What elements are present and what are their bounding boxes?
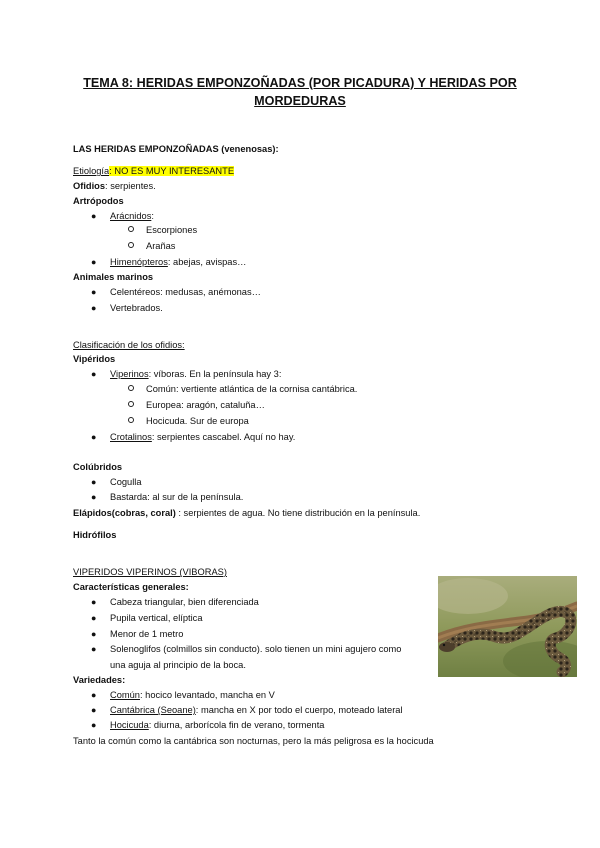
variedades-line: Variedades: [73,675,126,685]
viperinos-text: : víboras. En la península hay 3: [148,369,282,379]
bullet-icon: ● [91,211,97,221]
v-comun-text: : hocico levantado, mancha en V [139,690,275,700]
aracnidos-label: Arácnidos [110,211,152,221]
viperidos-label: Vipéridos [73,354,116,364]
aranas-item: Arañas [146,241,176,251]
elapidos-text: : serpientes de agua. No tiene distribución en la península. [175,508,421,518]
bullet-icon: ● [91,303,97,313]
v-cantabrica-text: : mancha en X por todo el cuerpo, moteado lateral [195,705,403,715]
hocicuda-item: Hocicuda. Sur de europa [146,416,249,426]
circle-bullet-icon [128,417,134,423]
bullet-icon: ● [91,492,97,502]
viperidos-viperinos-heading: VIPERIDOS VIPERINOS (VIBORAS) [73,567,227,577]
solenoglifos-item-1: Solenoglifos (colmillos sin conducto). solo tienen un mini agujero como [110,644,402,654]
aracnidos-colon: : [151,211,154,221]
vertebrados-item: Vertebrados. [110,303,163,313]
crotalinos-label: Crotalinos [110,432,152,442]
solenoglifos-item-2: una aguja al principio de la boca. [110,660,246,670]
crotalinos-line [110,431,295,444]
viperinos-label: Viperinos [110,369,149,379]
v-comun-line [110,689,275,702]
bullet-icon: ● [91,629,97,639]
bullet-icon: ● [91,287,97,297]
variedades-label: Variedades [73,675,123,685]
ofidios-label: Ofidios [73,181,106,191]
escorpiones-item: Escorpiones [146,225,198,235]
elapidos-line [73,507,420,520]
cogulla-item: Cogulla [110,477,142,487]
crotalinos-text: : serpientes cascabel. Aquí no hay. [151,432,296,442]
artropodos-label: Artrópodos [73,196,124,206]
v-hocicuda-text: : diurna, arborícola fin de verano, tormenta [148,720,325,730]
page-title: TEMA 8: HERIDAS EMPONZOÑADAS (POR PICADURA) Y HERIDAS POR MORDEDURAS [83,76,517,108]
elapidos-label: Elápidos(cobras, coral) [73,508,176,518]
bullet-icon: ● [91,432,97,442]
bullet-icon: ● [91,477,97,487]
etiologia-label: Etiología [73,166,110,176]
comun-item: Común: vertiente atlántica de la cornisa cantábrica. [146,384,358,394]
circle-bullet-icon [128,226,134,232]
v-hocicuda-label: Hocicuda [110,720,149,730]
bullet-icon: ● [91,705,97,715]
viper-snake-photo [438,576,577,677]
final-note: Tanto la común como la cantábrica son nocturnas, pero la más peligrosa es la hocicuda [73,736,434,746]
hidrofilos-label: Hidrófilos [73,530,117,540]
menor-item: Menor de 1 metro [110,629,184,639]
clasificacion-heading: Clasificación de los ofidios: [73,340,185,350]
v-cantabrica-label: Cantábrica (Seoane) [110,705,196,715]
etiologia-line [73,165,234,178]
bullet-icon: ● [91,690,97,700]
himenopteros-label: Himenópteros [110,257,168,267]
bastarda-item: Bastarda: al sur de la península. [110,492,244,502]
circle-bullet-icon [128,242,134,248]
v-cantabrica-line [110,704,403,717]
bullet-icon: ● [91,613,97,623]
bullet-icon: ● [91,369,97,379]
bullet-icon: ● [91,720,97,730]
himenopteros-line [110,256,246,269]
caracteristicas-line: Características generales: [73,582,189,592]
pupila-item: Pupila vertical, elíptica [110,613,203,623]
caracteristicas-label: Características generales [73,582,186,592]
bullet-icon: ● [91,597,97,607]
section-heading-emponzonadas: LAS HERIDAS EMPONZOÑADAS (venenosas): [73,144,279,154]
marinos-label: Animales marinos [73,272,154,282]
himenopteros-text: : abejas, avispas… [167,257,247,267]
bullet-icon: ● [91,257,97,267]
europea-item: Europea: aragón, cataluña… [146,400,265,410]
bullet-icon: ● [91,644,97,654]
colubridos-label: Colúbridos [73,462,123,472]
etiologia-highlight: : NO ES MUY INTERESANTE [109,166,235,176]
celentereos-item: Celentéreos: medusas, anémonas… [110,287,261,297]
ofidios-line [73,180,156,193]
ofidios-text: : serpientes. [105,181,156,191]
v-hocicuda-line [110,719,324,732]
cabeza-item: Cabeza triangular, bien diferenciada [110,597,259,607]
circle-bullet-icon [128,385,134,391]
v-comun-label: Común [110,690,140,700]
aracnidos-line [110,210,154,223]
viperinos-line [110,368,281,381]
circle-bullet-icon [128,401,134,407]
